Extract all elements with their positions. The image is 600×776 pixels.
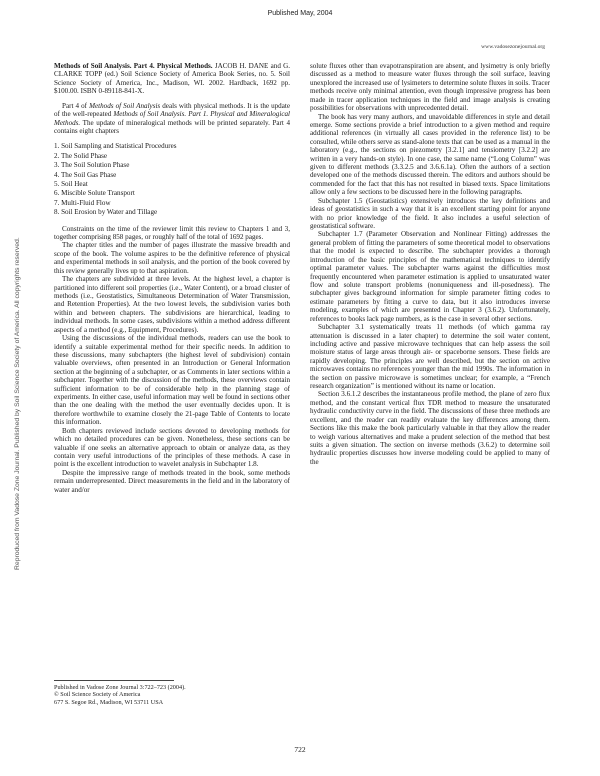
chapter-item: 3. The Soil Solution Phase	[54, 161, 130, 170]
paragraph: The book has very many authors, and unavoidable differences in style and detail emerge. Some sections provide a brief introduction to a given method and require additional references (in virtually all cases provided in the reference list) to be consulted, while others serve as stand-alone texts that can be used as a manual in the laboratory (e.g., the sections on piezometry [3.2.1] and tensiometry [3.2.2] are written in a very hands-on style). In one case, the same name (“Long Column” was given to different methods (3.3.2.5 and 3.6.6.1a). Often the authors of a section developed one of the methods discussed therein. The editors and authors should be commended for the fact that this has not resulted in biased texts. Space limitations allow only a few sections to be discussed here in the following paragraphs.	[310, 112, 550, 197]
paragraph: solute fluxes other than evapotranspiration are absent, and lysimetry is only briefly discussed as a method to measure water fluxes through the soil surface, leaving unexplored the increased use of lysimeters to determine solute fluxes in soils. Tracer methods receive only minimal attention, even though impressive progress has been made in tracer application techniques in the field and image analysis is creating possibilities for observations with unprecedented detail.	[310, 62, 550, 113]
paragraph: Subchapter 1.5 (Geostatistics) extensively introduces the key definitions and ideas of geostatistics in such a way that it is an excellent starting point for anyone with no prior knowledge of the field. It also includes a useful selection of geostatistical software.	[310, 196, 550, 231]
paragraph: Subchapter 1.7 (Parameter Observation and Nonlinear Fitting) addresses the general problem of fitting the parameters of some theoretical model to observations that the model is expected to describe. The subchapter provides a thorough introduction of the basic principles of the mathematical techniques to identify optimal parameter values. The subchapter warns against the difficulties most frequently encountered when parameter estimation is applied to unsaturated water flow and solute transport problems (nonuniqueness and ill-posedness). The subchapter gives background information for simple parameter fitting codes to estimate parameters by fitting a curve to data, but it also introduces inverse modeling, examples of which are presented in Chapter 3 (3.6.2). Unfortunately, references to books lack page numbers, as is the case in several other sections.	[310, 230, 550, 323]
review-citation	[54, 62, 290, 96]
paragraph: Constraints on the time of the reviewer limit this review to Chapters 1 and 3, together comprising 858 pages, or roughly half of the total of 1692 pages.	[54, 224, 290, 242]
chapter-item: 5. Soil Heat	[54, 180, 88, 188]
left-column	[54, 62, 290, 494]
paragraph: Using the discussions of the individual methods, readers can use the book to identify a suitable experimental method for their specific needs. In addition to these discussions, many subchapters (the highest level of subdivision) contain valuable overviews, often presented in an Introduction or General Information section at the beginning of a subchapter, or as Comments in later sections within a subchapter. Together with the discussion of the methods, these overviews contain sufficient information to be of considerable help in the planning stage of experiments. In either case, useful information may well be found in sections other than the one dealing with the method the user eventually decides upon. It is therefore worthwhile to examine closely the 21-page Table of Contents to locate this information.	[54, 334, 290, 427]
paragraph: Section 3.6.1.2 describes the instantaneous profile method, the plane of zero flux method, and the constant vertical flux TDR method to measure the unsaturated hydraulic conductivity curve in the field. The discussions of these three methods are excellent, and the reader can readily evaluate the key differences among them. Sections like this make the book particularly valuable in that they allow the reader to weigh various alternatives and make a prudent selection of the method that best suits a given situation. The section on inverse methods (3.6.2) to determine soil hydraulic properties discusses how inverse modeling could be applied to many of the	[310, 390, 550, 466]
footnote-line: © Soil Science Society of America	[54, 691, 141, 699]
paragraph: Despite the impressive range of methods treated in the book, some methods remain underrepresented. Direct measurements in the field and in the laboratory of water and/or	[54, 468, 290, 494]
footnote-line: 677 S. Segoe Rd., Madison, WI 53711 USA	[54, 698, 164, 706]
paragraph: The chapter titles and the number of pages illustrate the massive breadth and scope of the book. The volume aspires to be the definitive reference of physical and experimental methods in soil analysis, and the portion of the book covered by this review generally lives up to that aspiration.	[54, 241, 290, 275]
chapter-item: 7. Multi-Fluid Flow	[54, 198, 111, 207]
paragraph-intro: Part 4 of Methods of Soil Analysis deals with physical methods. It is the update of the well-repeated Methods of Soil Analysis. Part 1. Physical and Mineralogical Methods. The update of mineralogical methods will be printed separately. Part 4 contains eight chapters	[54, 101, 290, 135]
chapter-item: 1. Soil Sampling and Statistical Procedures	[54, 142, 177, 151]
chapter-item: 8. Soil Erosion by Water and Tillage	[54, 208, 158, 217]
paragraph: Subchapter 3.1 systematically treats 11 methods (of which gamma ray attenuation is discussed in a later chapter) to determine the soil water content, including active and passive microwave techniques that can help assess the soil moisture status of large areas through air- or spaceborne sensors. These fields are rapidly developing. The principles are well described, but the section on active microwaves contains no references younger than the mid 1990s. The information in the section on passive microwave is sometimes unclear; for example, a “French research organization” is mentioned without its name or location.	[310, 323, 550, 391]
footnote-line: Published in Vadose Zone Journal 3:722–723 (2004).	[54, 684, 186, 691]
citation-details: JACOB H. DANE and G. CLARKE TOPP (ed.) Soil Science Society of America Book Series, no. 5. Soil Science Society of America, Inc., Madison, WI. 2002. Hardback, 1692 pp. $100.00. ISBN 0-89118-841-X.	[54, 62, 291, 96]
chapter-item: 6. Miscible Solute Transport	[54, 189, 135, 198]
copyright-sidebar: Reproduced from Vadose Zone Journal. Published by Soil Science Society of America. All copyrights reserved.	[14, 237, 21, 570]
book-title: Methods of Soil Analysis. Part 4. Physical Methods.	[54, 62, 213, 70]
paragraph: Both chapters reviewed include sections devoted to developing methods for which no detailed procedures can be given. Nonetheless, these sections can be valuable if one seeks an alternative approach to obtain or analyze data, as they contain very useful introductions of the principles of these methods. A case in point is the excellent introduction to wavelet analysis in Subchapter 1.8.	[54, 426, 290, 469]
chapter-item: 2. The Solid Phase	[54, 151, 108, 160]
footnote	[54, 684, 186, 706]
paragraph: The chapters are subdivided at three levels. At the highest level, a chapter is partitioned into different soil properties (i.e., Water Content), or a broad cluster of methods (i.e., Geostatistics, Simultaneous Determination of Water Transmission, and Retention Properties). At the two lowest levels, the subdivision varies both within and between chapters. The subdivisions are hierarchical, leading to individual methods. In some cases, subdivisions within a method address different aspects of a method (e.g., Equipment, Procedures).	[54, 275, 290, 334]
journal-url[interactable]: www.vadosezonejournal.org	[481, 44, 545, 50]
footer-divider	[54, 680, 174, 681]
chapter-list	[54, 142, 290, 217]
chapter-item: 4. The Soil Gas Phase	[54, 170, 117, 179]
publication-date: Published May, 2004	[267, 10, 333, 17]
right-column	[310, 62, 550, 466]
page-number: 722	[294, 745, 306, 754]
